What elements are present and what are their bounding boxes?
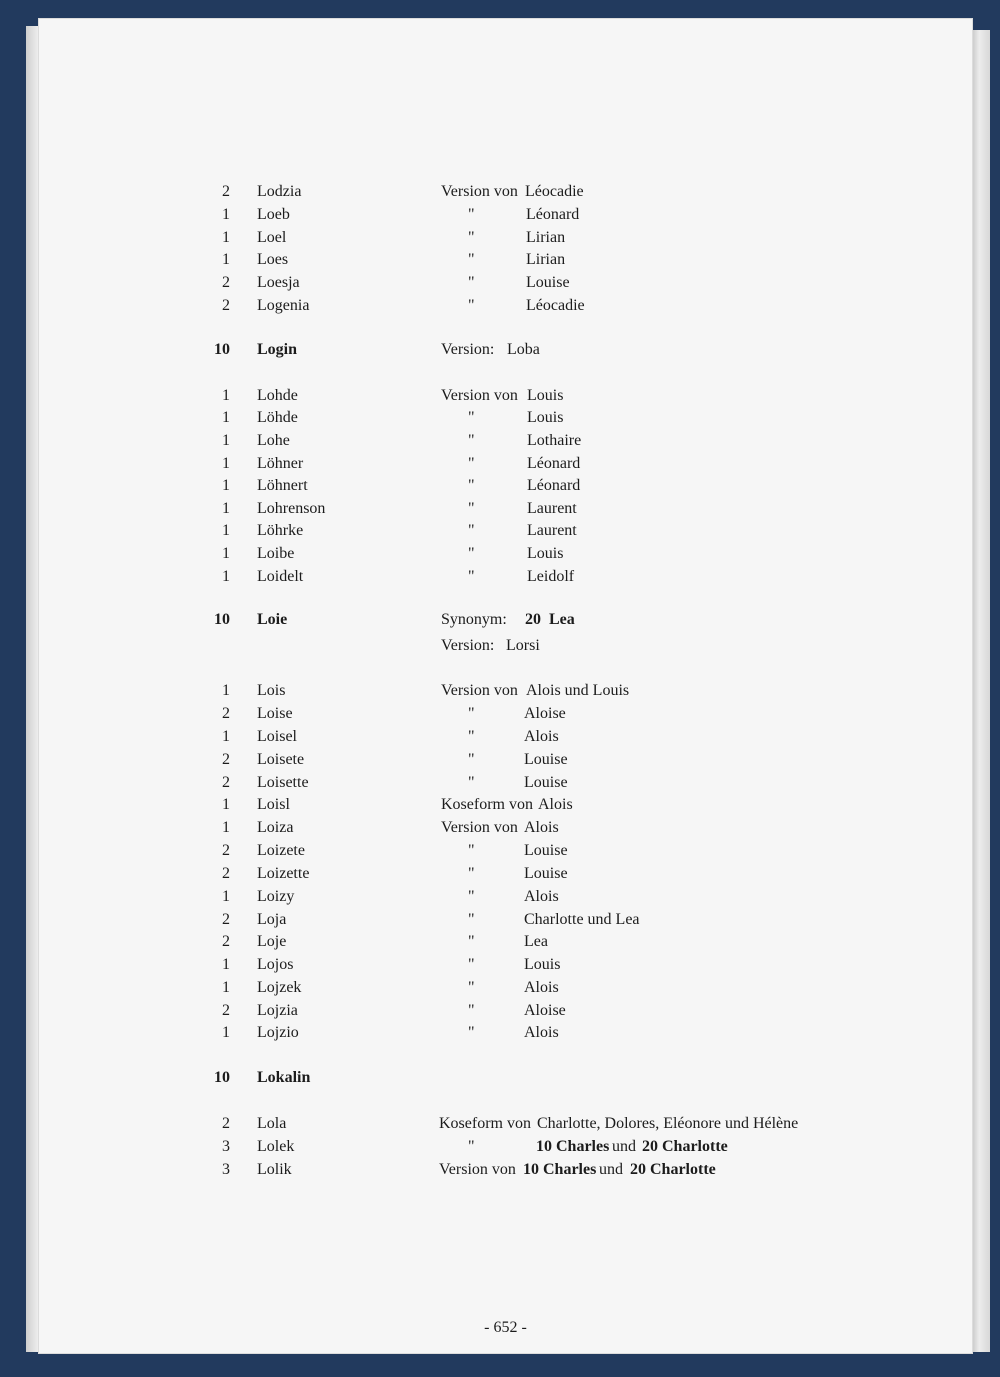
entry-row (38, 793, 973, 816)
entry-name: Lojzek (257, 979, 302, 996)
entry-number: 1 (222, 206, 230, 223)
entry-value-second: 20 Charlotte (630, 1161, 716, 1178)
entry-number: 2 (222, 1002, 230, 1019)
entry-value: Lorsi (506, 637, 540, 654)
entry-name: Loidelt (257, 568, 304, 585)
entry-value: Léocadie (525, 183, 584, 200)
entry-number: 1 (222, 568, 230, 585)
ditto-mark: " (468, 522, 475, 539)
ditto-mark: " (468, 774, 475, 791)
ditto-mark: " (468, 500, 475, 517)
entry-name: Lolik (257, 1161, 292, 1178)
ditto-mark: " (468, 865, 475, 882)
entry-value: Charlotte, Dolores, Eléonore und Hélène (537, 1115, 799, 1132)
entry-row (38, 338, 973, 361)
entry-name: Loiza (257, 819, 294, 836)
entry-row (38, 248, 973, 271)
entry-number: 3 (222, 1138, 230, 1155)
entry-value: Louis (527, 387, 564, 404)
entry-value: Lea (549, 611, 575, 628)
entry-value: Louise (526, 274, 570, 291)
entry-value: Leidolf (527, 568, 575, 585)
ditto-mark: " (468, 888, 475, 905)
entry-row (38, 976, 973, 999)
ditto-mark: " (468, 979, 475, 996)
entry-number: 1 (222, 432, 230, 449)
entry-name: Loisete (257, 751, 305, 768)
entry-number: 1 (222, 796, 230, 813)
entry-number: 1 (222, 522, 230, 539)
entry-number: 1 (222, 455, 230, 472)
entry-name: Loisette (257, 774, 309, 791)
entry-row (38, 839, 973, 862)
entry-number: 10 (214, 1069, 230, 1086)
entry-value: Louis (524, 956, 561, 973)
ditto-mark: " (468, 432, 475, 449)
entry-name: Login (257, 341, 298, 358)
entry-row (38, 1066, 973, 1089)
entry-number: 1 (222, 387, 230, 404)
entry-name: Löhrke (257, 522, 304, 539)
ditto-mark: " (468, 728, 475, 745)
entry-row (38, 406, 973, 429)
entry-number: 1 (222, 477, 230, 494)
entry-name: Loizette (257, 865, 310, 882)
entry-row (38, 180, 973, 203)
entry-value: Léocadie (526, 297, 585, 314)
ditto-mark: " (468, 297, 475, 314)
entry-name: Lois (257, 682, 286, 699)
entry-row (38, 226, 973, 249)
entry-value: Alois (524, 728, 559, 745)
entry-number: 2 (222, 751, 230, 768)
entry-value: Louise (524, 774, 568, 791)
entry-value: Alois (524, 979, 559, 996)
entry-prefix: Version von (441, 387, 518, 404)
page-number: - 652 - (484, 1319, 527, 1336)
entry-name: Loisel (257, 728, 297, 745)
entry-prefix: Koseform von (439, 1115, 531, 1132)
entry-row (38, 702, 973, 725)
entry-name: Lokalin (257, 1069, 311, 1086)
entry-number: 1 (222, 956, 230, 973)
entry-value: Alois (538, 796, 573, 813)
entry-value: Léonard (526, 206, 580, 223)
entry-row (38, 885, 973, 908)
entry-name: Loja (257, 911, 287, 928)
entry-row (38, 429, 973, 452)
entry-number: 1 (222, 819, 230, 836)
entry-name: Logenia (257, 297, 310, 314)
entry-number: 2 (222, 297, 230, 314)
entry-row (38, 474, 973, 497)
entry-name: Lolek (257, 1138, 295, 1155)
entry-number: 2 (222, 705, 230, 722)
entry-value: Louis (527, 545, 564, 562)
entry-row (38, 1112, 973, 1135)
entry-value: Charlotte und Lea (524, 911, 640, 928)
entry-name: Loje (257, 933, 287, 950)
entry-name: Lohe (257, 432, 290, 449)
entry-row (38, 384, 973, 407)
entry-prefix: Version: (441, 341, 495, 358)
entry-value: Loba (507, 341, 540, 358)
entry-row (38, 1135, 973, 1158)
entry-value-number: 20 (525, 611, 541, 628)
ditto-mark: " (468, 229, 475, 246)
entry-row (38, 725, 973, 748)
entry-value-conjunction: und (599, 1161, 623, 1178)
entry-value: Aloise (524, 705, 566, 722)
ditto-mark: " (468, 842, 475, 859)
entry-number: 2 (222, 842, 230, 859)
ditto-mark: " (468, 956, 475, 973)
entry-number: 2 (222, 274, 230, 291)
entry-number: 3 (222, 1161, 230, 1178)
entry-name: Löhde (257, 409, 298, 426)
entry-row (38, 930, 973, 953)
entry-name: Lohde (257, 387, 298, 404)
entry-row (38, 634, 973, 657)
entry-name: Loizete (257, 842, 305, 859)
entry-name: Loie (257, 611, 288, 628)
entry-name: Loise (257, 705, 293, 722)
entry-row (38, 953, 973, 976)
entry-prefix: Koseform von (441, 796, 533, 813)
entry-value-first: 10 Charles (536, 1138, 610, 1155)
entry-value: Louise (524, 842, 568, 859)
entry-value: Léonard (527, 477, 581, 494)
entry-name: Loibe (257, 545, 295, 562)
ditto-mark: " (468, 206, 475, 223)
entry-number: 10 (214, 611, 230, 628)
entry-name: Lojzio (257, 1024, 299, 1041)
entry-value: Laurent (527, 522, 577, 539)
ditto-mark: " (468, 1002, 475, 1019)
entry-number: 1 (222, 500, 230, 517)
entry-row (38, 542, 973, 565)
entry-name: Loeb (257, 206, 290, 223)
entry-name: Lojos (257, 956, 294, 973)
entry-name: Löhnert (257, 477, 308, 494)
entry-prefix: Version von (439, 1161, 516, 1178)
entry-row (38, 497, 973, 520)
entry-number: 1 (222, 682, 230, 699)
entry-number: 1 (222, 251, 230, 268)
entry-value: Léonard (527, 455, 581, 472)
entry-row (38, 816, 973, 839)
ditto-mark: " (468, 911, 475, 928)
entry-prefix: Version von (441, 183, 518, 200)
entry-row (38, 452, 973, 475)
entry-number: 2 (222, 774, 230, 791)
entry-value: Alois (524, 888, 559, 905)
entry-value: Louis (527, 409, 564, 426)
ditto-mark: " (468, 705, 475, 722)
entry-name: Lohrenson (257, 500, 326, 517)
ditto-mark: " (468, 274, 475, 291)
entry-number: 1 (222, 409, 230, 426)
entry-number: 1 (222, 979, 230, 996)
entry-number: 1 (222, 728, 230, 745)
entry-value: Louise (524, 865, 568, 882)
entry-row (38, 771, 973, 794)
entry-name: Loel (257, 229, 287, 246)
ditto-mark: " (468, 545, 475, 562)
entry-prefix: Synonym: (441, 611, 507, 628)
ditto-mark: " (468, 933, 475, 950)
entry-row (38, 908, 973, 931)
entry-number: 2 (222, 865, 230, 882)
entry-name: Löhner (257, 455, 304, 472)
entry-value: Lea (524, 933, 548, 950)
entry-value-conjunction: und (612, 1138, 636, 1155)
entry-value: Lirian (526, 251, 566, 268)
entry-row (38, 999, 973, 1022)
entry-value: Alois (524, 1024, 559, 1041)
entry-row (38, 1158, 973, 1181)
entry-name: Loesja (257, 274, 300, 291)
ditto-mark: " (468, 251, 475, 268)
book-page (38, 18, 973, 1354)
entry-value: Louise (524, 751, 568, 768)
entry-value-first: 10 Charles (523, 1161, 597, 1178)
entry-prefix: Version von (441, 819, 518, 836)
ditto-mark: " (468, 1138, 475, 1155)
entry-row (38, 862, 973, 885)
entry-value: Aloise (524, 1002, 566, 1019)
entry-name: Lojzia (257, 1002, 298, 1019)
entry-row (38, 748, 973, 771)
ditto-mark: " (468, 477, 475, 494)
entry-prefix: Version: (441, 637, 495, 654)
ditto-mark: " (468, 409, 475, 426)
entry-value-second: 20 Charlotte (642, 1138, 728, 1155)
page-edge-right (972, 30, 990, 1352)
entry-value: Laurent (527, 500, 577, 517)
entry-name: Loizy (257, 888, 295, 905)
entry-number: 10 (214, 341, 230, 358)
entry-number: 2 (222, 183, 230, 200)
entry-value: Alois (524, 819, 559, 836)
entry-value: Lirian (526, 229, 566, 246)
entry-value: Alois und Louis (526, 682, 630, 699)
entry-row (38, 294, 973, 317)
entry-row (38, 203, 973, 226)
entry-name: Lola (257, 1115, 287, 1132)
entry-row (38, 519, 973, 542)
entry-name: Loisl (257, 796, 290, 813)
entry-number: 1 (222, 229, 230, 246)
entry-number: 1 (222, 545, 230, 562)
entry-row (38, 679, 973, 702)
entry-number: 1 (222, 1024, 230, 1041)
entry-number: 2 (222, 933, 230, 950)
entry-row (38, 608, 973, 631)
entry-number: 1 (222, 888, 230, 905)
ditto-mark: " (468, 568, 475, 585)
entry-name: Lodzia (257, 183, 302, 200)
entry-row (38, 271, 973, 294)
ditto-mark: " (468, 455, 475, 472)
ditto-mark: " (468, 1024, 475, 1041)
entry-row (38, 565, 973, 588)
entry-row (38, 1021, 973, 1044)
entry-prefix: Version von (441, 682, 518, 699)
entry-number: 2 (222, 911, 230, 928)
entry-name: Loes (257, 251, 289, 268)
entry-number: 2 (222, 1115, 230, 1132)
entry-value: Lothaire (527, 432, 582, 449)
ditto-mark: " (468, 751, 475, 768)
